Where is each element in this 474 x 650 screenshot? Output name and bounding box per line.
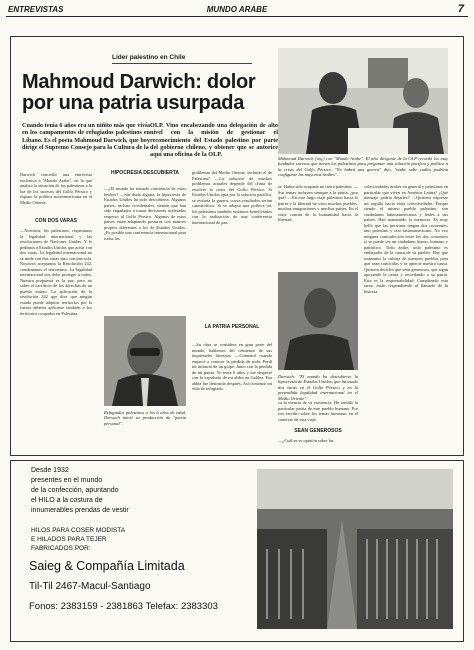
column-5: colectividades árabes en general y palestinas en particular que viven en América Latina? ¿Qué mensaje podría dejarles? —Quisiera expresar mi orgullo hacia estas colectividades. Porque siendo el mismo pueblo palestino, son ciudadanos latinoamericanos y leales a sus países. Han mantenido la memoria. Es muy bello que las personas tengan dos corazones, uno palestino y otro latinoamericano. No veo ninguna contradicción entre los dos corazones si se puede ser un ciudadano bueno, humano y patriótico. Todo árabe, todo palestino es embajador de la causa de su pueblo. Hay que transmitir la cultura de nuestros pueblos para que sean conocidos y se aprecie nuestra causa. Quisiera decirles que sean generosos, que sigan apoyando la causa y recordando a su patria. Esta es la responsabilidad. Cumpliendo esta tarea, están respondiendo al llamado de la historia. (364, 184, 448, 294)
ad-company: Saieg & Compañía Limitada (29, 559, 185, 573)
column-4b: ca la esencia de su existencia. He sentido la particular patria de este pueblo humano. Por eso escribo sobre los temas humanos en el contexto de esta viaje. (278, 400, 358, 422)
subhead-sean-generosos: SEAN GENEROSOS (294, 428, 342, 434)
ad-line-7: E HILADOS PARA TEJER (31, 536, 107, 543)
section-label: ENTREVISTAS (8, 5, 64, 14)
ad-line-5: innumerables prendas de vestir (31, 507, 129, 514)
column-4: se. Había sido ocupada mi tierra palestina. —Sus temas incluyen siempre a la patria, ¿por qué? —En este largo viaje palestino hacia la patria y la libertad he visto muchos pueblos, muchas emigraciones y muchos países. En el viaje común de la humanidad hacia la libertad. (278, 184, 358, 222)
headline: Mahmoud Darwich: dolor por una patria usurpada (22, 71, 256, 114)
photo-darwich-image (278, 272, 358, 370)
photo-caption-right: Darwich: "El mundo ha descubierto la hipocresía de Estados Unidos, que ha usado dos varas en el Golfo Pérsico y en la pretendida legalidad internacional en el Medio Oriente". (278, 374, 358, 401)
intro-body: Darwich concedió una entrevista exclusiva a "Mundo Arabe", en la que analizó la situación de los palestinos a la luz de los sucesos del Golfo Pérsico y expuso la política norteamericana en el Medio Oriente. (20, 172, 92, 205)
column-1: —Nosotros, los palestinos, respetamos la legalidad internacional y las resoluciones de Naciones Unidas. Y le pedimos a Estados Unidos que actúe con dos varas. La legalidad internacional no se mide con dos varas sino con una sola. Nosotros aceptamos la Resolución 242, condenamos el terrorismo. La legalidad internacional nos debe proteger a todos. Nuestra propuesta es la paz, pero no sobre el sacrificio de los derechos de un pueblo entero. La aplicación de la resolución 242 que dice que ningún estado puede adquirir territorios por la fuerza debería aplicarse también a los territorios ocupados en Palestina. (20, 228, 92, 316)
subhead-patria-personal: LA PATRIA PERSONAL (204, 324, 260, 330)
photo-caption-mid: Refugiados palestinos a los 6 años de edad, Darwich inició su producción de "patria personal". (104, 410, 186, 426)
lede-right: OLP. Vino encabezando una delegación de alto nivel con la misión de gestionar el reconocimiento del Estado palestino por parte del gobierno chileno, y obtener que se autorice aquí una oficina de la OLP. (150, 122, 278, 159)
column-3b: —Su obra se considera en gran parte del mundo, hablemos del comienzo de sus inquietudes literarias. —Comencé cuando empecé a conocer la pérdida de todo. Perdí mi infancia de un golpe. Junto con la pérdida de mi patria. Yo tenía 6 años y me desperté con la expulsión de mi aldea en Galilea. Esa aldea fue destruida después. Así comenzó mi vida de refugiado. (192, 342, 272, 391)
column-4c: —¿Cuál es su opinión sobre las (278, 438, 334, 443)
photo-interview-image (278, 48, 448, 154)
subhead-con-dos-varas: CON DOS VARAS (35, 218, 77, 224)
page-header (6, 4, 468, 17)
photo-factory-image (257, 469, 453, 629)
kicker-rule (112, 63, 252, 64)
ad-line-2: presentes en el mundo (31, 477, 103, 484)
publication-name: MUNDO ARABE (206, 5, 268, 14)
ad-line-6: HILOS PARA COSER MODISTA (31, 527, 126, 534)
ad-address: Til-Til 2467-Macul-Santiago (29, 581, 151, 592)
ad-since: Desde 1932 (31, 467, 69, 474)
photo-darwich (278, 272, 358, 370)
advertisement (10, 460, 464, 642)
photo-factory (257, 469, 453, 629)
lede-left: Cuando tenía 6 años era un niñito más que vivía en los campamentos de refugiados palestinos en Líbano. Es el poeta Mahmoud Darwich, que hoy dirige el Supremo Consejo para la Cultura de la (22, 122, 150, 151)
ad-line-4: el HILO a la costura de (31, 497, 103, 504)
column-2: —¿El mundo ha tomado conciencia de estos hechos? —Sin duda alguna, la hipocresía de Estados Unidos ha sido descubierta. Algunos países, incluso occidentales, sienten que han sido engañados a tomar decisiones aceleradas respecto al Golfo Pérsico. Algunos de estos países están adoptando posturas con matices propios diferentes a los de Estados Unidos. ¿Es posible una conferencia internacional para todos los (104, 186, 186, 241)
photo-portrait (104, 316, 186, 406)
photo-caption-top: Mahmoud Darwich (izq.) con "Mundo Arabe". El alto dirigente de la OLP recordó los muy fundados sucesos que tienen los palestinos para preguntar una solución pacífica y política a la crisis del Golfo Pérsico. "No habrá una guerra" dijo, "nadie sabe cuáles podrían configurar las mayorías árabes". (278, 156, 448, 178)
ad-phones: Fonos: 2383159 - 2381863 Telefax: 2383303 (29, 601, 218, 612)
page-number: 7 (457, 3, 464, 15)
kicker: Líder palestino en Chile (112, 54, 186, 61)
photo-portrait-image (104, 316, 186, 406)
column-3: problemas del Medio Oriente, incluido el de Palestina? —La solución de muchos problemas actuales depende del clima de resolver la crisis del Golfo Pérsico. Si Estados Unidos opta por la solución pacífica, se evitaría la guerra, cuyos resultados serían catastróficos. Si se adopta una política tal, los palestinos también seríamos beneficiados con la realización de una conferencia internacional de paz. (192, 170, 272, 225)
photo-interview (278, 48, 448, 154)
ad-line-8: FABRICADOS POR: (31, 545, 91, 552)
subhead-hipocresia: HIPOCRESIA DESCUBIERTA (110, 170, 180, 176)
ad-line-3: de la confección, apuntando (31, 487, 119, 494)
